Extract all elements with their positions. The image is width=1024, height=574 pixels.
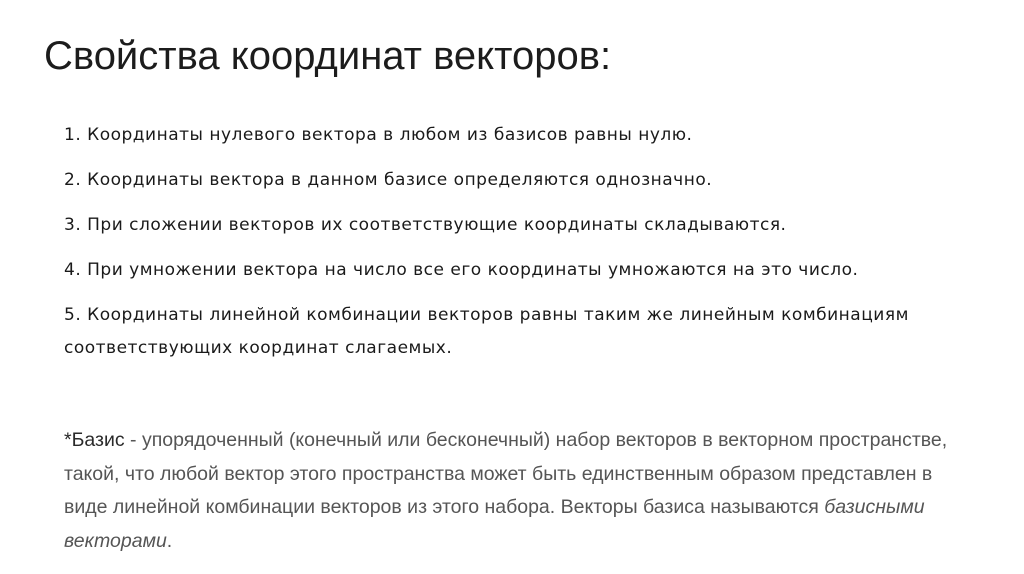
property-item-5: 5. Координаты линейной комбинации векторов равны таким же линейным комбинациям соответствующих координат слагаемых. — [64, 305, 909, 358]
basis-definition-note — [64, 424, 974, 558]
basis-vectors-emphasis: базисными векторами — [64, 496, 925, 552]
property-item-3: 3. При сложении векторов их соответствующие координаты складываются. — [64, 215, 787, 235]
properties-list — [64, 119, 964, 377]
basis-definition-text: - упорядоченный (конечный или бесконечный) набор векторов в векторном пространстве, такой, что любой вектор этого пространства может быть единственным образом представлен в виде линейной комбинации векторов из этого набора. Векторы базиса называются — [64, 429, 948, 518]
property-item-4: 4. При умножении вектора на число все его координаты умножаются на это число. — [64, 260, 859, 280]
property-item-1: 1. Координаты нулевого вектора в любом из базисов равны нулю. — [64, 125, 693, 145]
property-item-2: 2. Координаты вектора в данном базисе определяются однозначно. — [64, 170, 713, 190]
note-end-punctuation: . — [166, 529, 173, 552]
basis-term: *Базис — [64, 429, 125, 451]
slide-title: Свойства координат векторов: — [44, 34, 612, 78]
